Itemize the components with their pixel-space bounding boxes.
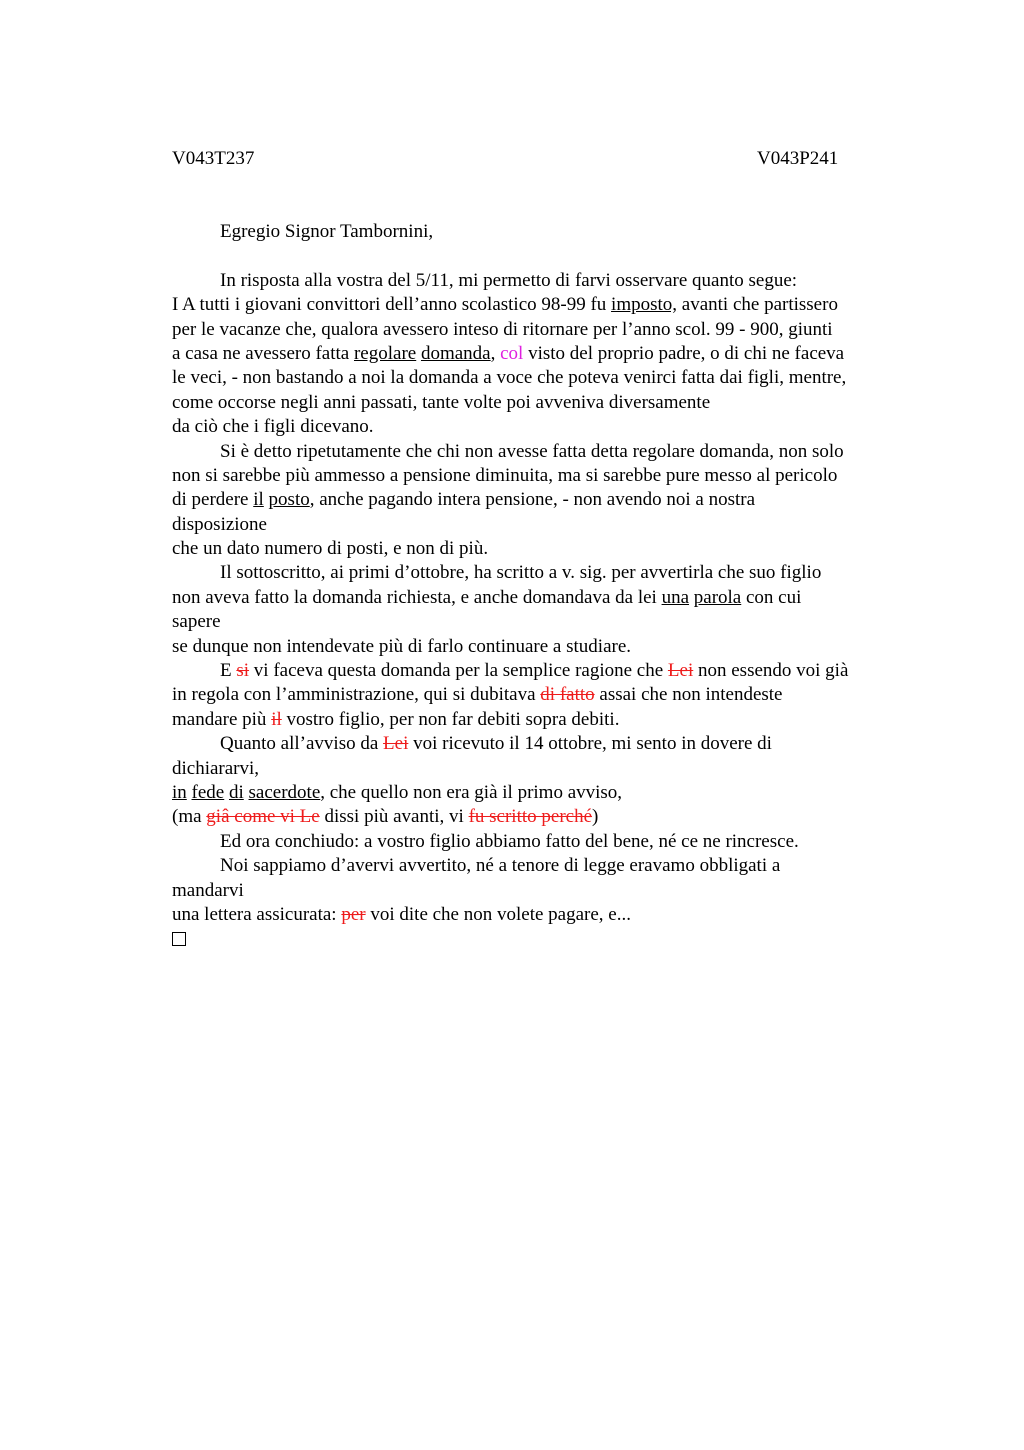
underlined-text: imposto, — [611, 294, 678, 316]
text-line — [172, 586, 932, 610]
text-line — [172, 293, 932, 317]
text-run: I A tutti i giovani convittori dell’anno scolastico 98-99 fu — [172, 294, 612, 316]
text-line: Ed ora conchiudo: a vostro figlio abbiamo fatto del bene, né ce ne rincresce. — [220, 830, 799, 852]
inserted-text: col — [500, 342, 524, 364]
document-code-left: V043T237 — [172, 148, 255, 169]
text-line: Il sottoscritto, ai primi d’ottobre, ha scritto a v. sig. per avvertirla che suo figlio — [220, 562, 822, 584]
text-line: le veci, - non bastando a noi la domanda a voce che poteva venirci fatta dai figli, mentre, — [172, 367, 847, 389]
text-run: (ma — [172, 806, 207, 828]
text-run: in regola con l’amministrazione, qui si dubitava — [172, 684, 541, 706]
text-run: vi faceva questa domanda per la semplice ragione che — [249, 660, 668, 682]
text-line: che un dato numero di posti, e non di più. — [172, 538, 489, 560]
text-line — [172, 659, 932, 683]
text-line — [172, 732, 932, 756]
underlined-text: il — [253, 489, 264, 511]
checkbox-icon — [172, 932, 186, 946]
text-run: assai che non intendeste — [594, 684, 783, 706]
deleted-text: per — [341, 903, 366, 925]
text-line: disposizione — [172, 513, 267, 535]
text-run: di perdere — [172, 489, 254, 511]
text-run: visto del proprio padre, o di chi ne faceva — [523, 342, 845, 364]
text-run: avanti che partissero — [677, 294, 838, 316]
underlined-text: fede — [191, 781, 225, 803]
text-line: In risposta alla vostra del 5/11, mi permetto di farvi osservare quanto segue: — [220, 269, 798, 291]
underlined-text: in — [172, 781, 187, 803]
text-line: Noi sappiamo d’avervi avvertito, né a tenore di legge eravamo obbligati a — [220, 855, 781, 877]
text-run: Quanto all’avviso da — [220, 733, 384, 755]
text-run: vostro figlio, per non far debiti sopra debiti. — [281, 708, 620, 730]
text-run: dissi più avanti, vi — [319, 806, 469, 828]
text-line: Si è detto ripetutamente che chi non avesse fatta detta regolare domanda, non solo — [220, 440, 844, 462]
text-run: con cui — [741, 586, 802, 608]
deleted-text: giâ come vi Le — [206, 806, 320, 828]
deleted-text: si — [236, 660, 250, 682]
text-run: ) — [592, 806, 599, 828]
text-line — [172, 781, 932, 805]
text-line — [172, 488, 932, 512]
underlined-text: parola — [693, 586, 742, 608]
text-run: , — [490, 342, 501, 364]
text-run: a casa ne avessero fatta — [172, 342, 354, 364]
text-line: mandarvi — [172, 879, 244, 901]
text-line: se dunque non intendevate più di farlo continuare a studiare. — [172, 635, 632, 657]
text-line: sapere — [172, 611, 221, 633]
text-line — [172, 342, 932, 366]
text-line: da ciò che i figli dicevano. — [172, 416, 374, 438]
text-run: E — [220, 660, 237, 682]
underlined-text: sacerdote — [248, 781, 321, 803]
text-line — [172, 805, 932, 829]
text-line: per le vacanze che, qualora avessero inteso di ritornare per l’anno scol. 99 - 900, giunti — [172, 318, 833, 340]
deleted-text: il — [271, 708, 282, 730]
underlined-text: di — [228, 781, 244, 803]
text-line — [172, 927, 932, 951]
text-line: come occorse negli anni passati, tante volte poi avveniva diversamente — [172, 391, 711, 413]
text-run: mandare più — [172, 708, 272, 730]
deleted-text: di fatto — [540, 684, 595, 706]
text-line — [172, 903, 932, 927]
blank-line — [172, 244, 932, 268]
text-run: , che quello non era già il primo avviso, — [320, 781, 623, 803]
text-run: una lettera assicurata: — [172, 903, 342, 925]
text-run: non aveva fatto la domanda richiesta, e anche domandava da lei — [172, 586, 662, 608]
salutation: Egregio Signor Tambornini, — [220, 221, 434, 242]
deleted-text: Lei — [383, 733, 409, 755]
text-line — [172, 708, 932, 732]
text-run: non essendo voi già — [693, 660, 849, 682]
letter-body — [172, 220, 932, 952]
text-run: voi ricevuto il 14 ottobre, mi sento in dovere di — [408, 733, 772, 755]
text-line: dichiararvi, — [172, 757, 260, 779]
deleted-text: Lei — [667, 660, 694, 682]
underlined-text: una — [661, 586, 690, 608]
text-line: non si sarebbe più ammesso a pensione diminuita, ma si sarebbe pure messo al pericolo — [172, 464, 838, 486]
deleted-text: fu scritto perché — [468, 806, 593, 828]
text-line — [172, 683, 932, 707]
underlined-text: regolare — [353, 342, 417, 364]
underlined-text: domanda — [420, 342, 491, 364]
underlined-text: posto — [268, 489, 310, 511]
text-run: , anche pagando intera pensione, - non avendo noi a nostra — [309, 489, 756, 511]
document-code-right: V043P241 — [757, 148, 839, 169]
text-run: voi dite che non volete pagare, e... — [365, 903, 631, 925]
